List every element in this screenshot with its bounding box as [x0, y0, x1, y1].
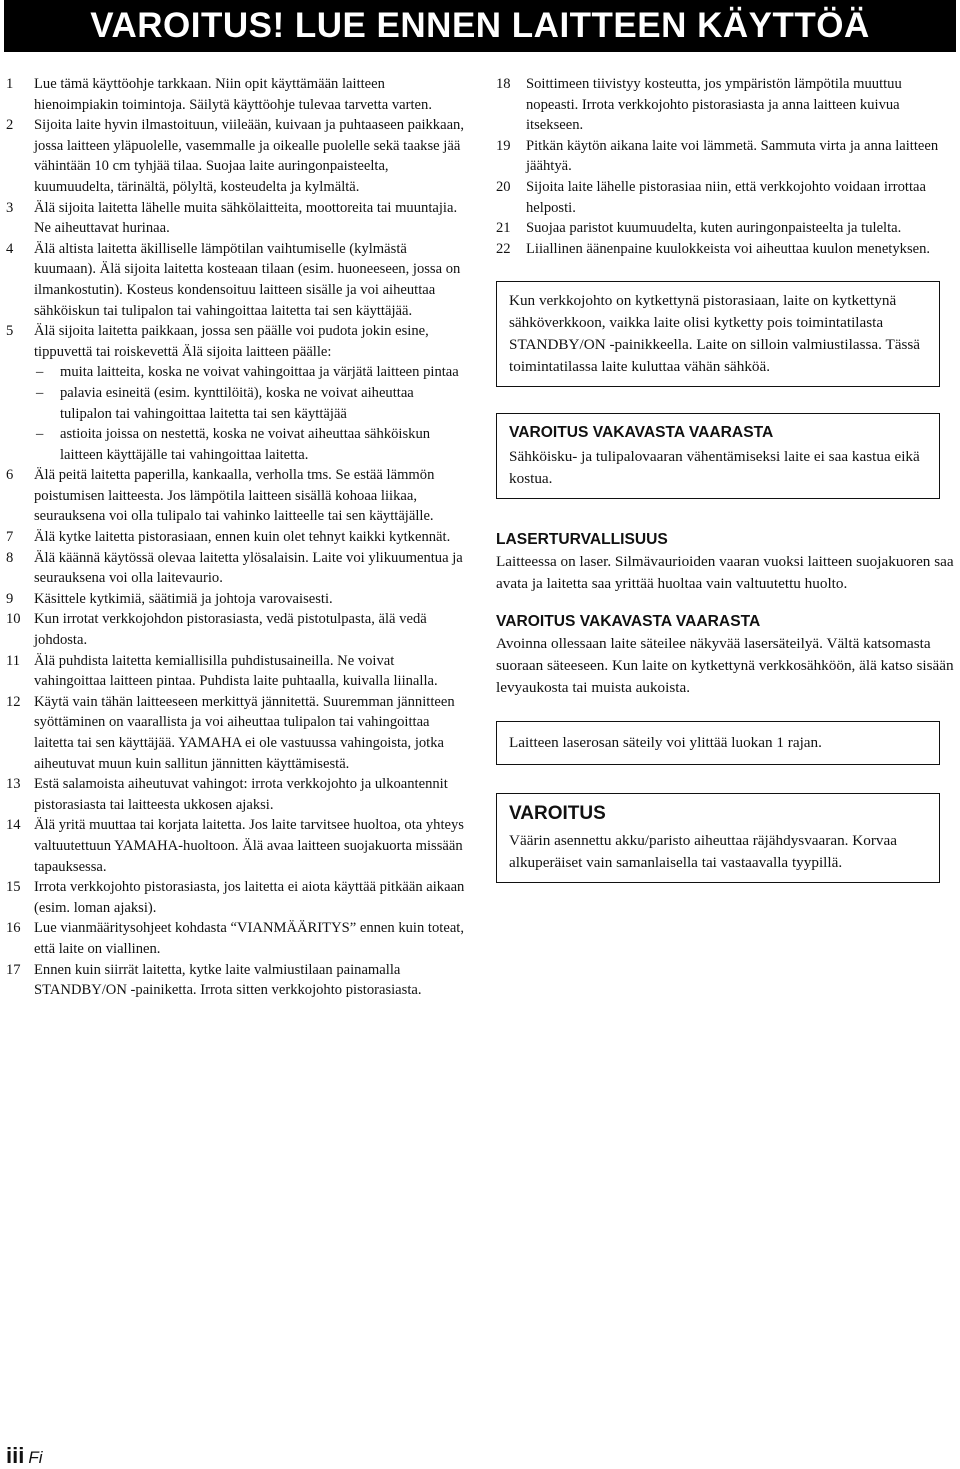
item-text: Sijoita laite hyvin ilmastoituun, viileään, kuivaan ja puhtaaseen paikkaan, jossa laitteen yläpuolelle, vasemmalle ja oikealle puolelle sekä taakse jää vähintään 10 cm tyhjää tilaa. Suojaa laite auringonpaisteelta, kuumuudelta, tärinältä, pölyltä, kosteudelta ja kylmältä. [34, 117, 464, 195]
list-item [6, 74, 466, 115]
list-item [6, 960, 466, 1001]
item-text: Älä puhdista laitetta kemiallisilla puhdistusaineilla. Ne voivat vahingoittaa laitteen pintaa. Puhdista laite puhtaalla, kuivalla liinalla. [34, 652, 438, 690]
item-number: 9 [6, 590, 14, 607]
page-number: iii [6, 1443, 25, 1468]
item-text: Pitkän käytön aikana laite voi lämmetä. Sammuta virta ja anna laitteen jäähtyä. [526, 137, 939, 175]
list-item [496, 239, 956, 260]
list-item [6, 918, 466, 959]
item-text: Älä yritä muuttaa tai korjata laitetta. Jos laite tarvitsee huoltoa, ota yhteys valtuutettuun YAMAHA-huoltoon. Älä avaa laitteen suojakuorta missään tapauksessa. [34, 817, 464, 875]
item-number: 22 [496, 240, 511, 257]
item-number: 20 [496, 178, 511, 195]
item-number: 17 [6, 961, 21, 978]
item-number: 12 [6, 693, 21, 710]
sub-item-text: palavia esineitä (esim. kynttilöitä), koska ne voivat aiheuttaa tulipalon tai vahingoittaa laitetta tai sen käyttäjää [60, 384, 414, 422]
item-text: Käytä vain tähän laitteeseen merkittyä jännitettä. Suuremman jännitteen syöttäminen on vaarallista ja voi aiheuttaa tulipalon tai vahingoittaa laitetta tai sen käyttäjää. YAMAHA ei ole vastuussa vahingoista, jotka aiheutuvat muun kuin sallitun jännitten käyttämisestä. [34, 693, 455, 772]
list-item [496, 218, 956, 239]
danger-box-title: VAROITUS VAKAVASTA VAARASTA [509, 424, 774, 442]
list-item [6, 321, 466, 362]
list-item [6, 651, 466, 692]
list-item [496, 74, 956, 136]
item-text: Älä käännä käytössä olevaa laitetta ylösalaisin. Laite voi ylikuumentua ja seurauksena voi olla laitevaurio. [34, 549, 463, 587]
item-text: Liiallinen äänenpaine kuulokkeista voi aiheuttaa kuulon menetyksen. [526, 240, 931, 257]
list-item [6, 815, 466, 877]
danger-box-text: Sähköisku- ja tulipalovaaran vähentämiseksi laite ei saa kastua eikä kostua. [509, 448, 920, 488]
item-number: 14 [6, 817, 21, 834]
left-column [6, 74, 466, 1001]
list-item [6, 548, 466, 589]
laser-class-box [496, 721, 940, 765]
items-1-5 [6, 74, 466, 362]
list-item [6, 527, 466, 548]
item-text: Kun irrotat verkkojohdon pistorasiasta, vedä pistotulpasta, älä vedä johdosta. [34, 611, 427, 649]
page-title-banner [4, 0, 956, 52]
page-title: VAROITUS! LUE ENNEN LAITTEEN KÄYTTÖÄ [90, 6, 870, 45]
laser-danger-text: Avoinna ollessaan laite säteilee näkyvää lasersäteilyä. Vältä katsomasta suoraan säteeseen. Kun laite on kytkettynä verkkosähköön, älä katso sisään levyaukosta tai muista aukoista. [496, 635, 954, 697]
laser-safety-section [496, 529, 956, 595]
dash-bullet: – [36, 426, 44, 443]
sub-item-text: astioita joissa on nestettä, koska ne voivat aiheuttaa sähköiskun laitteen käyttäjälle tai vahingoittaa laitetta. [60, 426, 431, 463]
item-text: Älä altista laitetta äkilliselle lämpötilan vaihtumiselle (kylmästä kuumaan). Älä sijoita laitetta kosteaan tilaan (esim. huoneeseen, jossa on ilmankostutin). Kosteus kondensoituu laitteen sisälle ja voi aiheuttaa sähköiskun tai tulipalon tai vahingoittaa laitetta tai sen käyttäjää. [34, 240, 461, 319]
item-number: 4 [6, 240, 14, 257]
page-footer [6, 1443, 43, 1469]
item-text: Ennen kuin siirrät laitetta, kytke laite valmiustilaan painamalla STANDBY/ON -painiketta. Irrota sitten verkkojohto pistorasiasta. [34, 961, 422, 999]
list-item [6, 239, 466, 321]
items-6-17 [6, 465, 466, 1000]
list-item [6, 877, 466, 918]
item-number: 16 [6, 920, 21, 937]
laser-danger-title: VAROITUS VAKAVASTA VAARASTA [496, 613, 761, 631]
item-number: 15 [6, 879, 21, 896]
list-item [496, 177, 956, 218]
item-text: Älä peitä laitetta paperilla, kankaalla, verholla tms. Se estää lämmön poistumisen laitteesta. Jos lämpötila laitteen sisällä kohoaa liikaa, seurauksena voi olla tulipalo tai vahinko laitteelle tai sen käyttäjälle. [34, 467, 435, 525]
sub-item-text: muita laitteita, koska ne voivat vahingoittaa ja värjätä laitteen pintaa [60, 364, 459, 381]
item-5-sublist [6, 362, 466, 465]
item-number: 13 [6, 776, 21, 793]
item-text: Lue vianmääritysohjeet kohdasta “VIANMÄÄRITYS” ennen kuin toteat, että laite on viallinen. [34, 920, 464, 957]
item-text: Älä sijoita laitetta lähelle muita sähkölaitteita, moottoreita tai muuntajia. Ne aiheuttavat hurinaa. [34, 199, 458, 237]
right-column [496, 74, 956, 883]
battery-warning-text: Väärin asennettu akku/paristo aiheuttaa räjähdysvaaran. Korvaa alkuperäiset vain samanlaisella tai vastaavalla tyypillä. [509, 832, 897, 872]
item-text: Lue tämä käyttöohje tarkkaan. Niin opit käyttämään laitteen hienoimpiakin toimintoja. Säilytä käyttöohje tulevaa tarvetta varten. [34, 76, 432, 113]
list-item [6, 198, 466, 239]
language-code: Fi [28, 1448, 43, 1467]
sub-list-item [6, 383, 466, 424]
list-item [6, 465, 466, 527]
item-number: 19 [496, 137, 511, 154]
item-text: Älä kytke laitetta pistorasiaan, ennen kuin olet tehnyt kaikki kytkennät. [34, 529, 451, 546]
list-item [6, 774, 466, 815]
item-text: Käsittele kytkimiä, säätimiä ja johtoja varovaisesti. [34, 590, 333, 607]
item-text: Soittimeen tiivistyy kosteutta, jos ympäristön lämpötila muuttuu nopeasti. Irrota verkkojohto pistorasiasta ja anna laitteen kuivua itsekseen. [526, 76, 902, 134]
item-number: 18 [496, 76, 511, 92]
item-number: 21 [496, 220, 511, 237]
battery-warning-box [496, 793, 940, 883]
item-text: Suojaa paristot kuumuudelta, kuten auringonpaisteelta ja tulelta. [526, 220, 902, 237]
laser-safety-text: Laitteessa on laser. Silmävaurioiden vaaran vuoksi laitteen suojakuoren saa avata ja laitetta saa yrittää huoltaa vain valtuutettu huolto. [496, 553, 954, 593]
item-number: 5 [6, 323, 14, 340]
item-number: 11 [6, 652, 21, 669]
item-number: 8 [6, 549, 14, 566]
item-number: 2 [6, 117, 14, 134]
laser-safety-title: LASERTURVALLISUUS [496, 531, 668, 549]
sub-list-item [6, 362, 466, 383]
item-text: Irrota verkkojohto pistorasiasta, jos laitetta ei aiota käyttää pitkään aikaan (esim. loman ajaksi). [34, 879, 465, 916]
sub-list-item [6, 424, 466, 465]
battery-warning-title: VAROITUS [509, 803, 606, 825]
laser-danger-section [496, 611, 956, 699]
item-number: 10 [6, 611, 21, 628]
standby-notice-text: Kun verkkojohto on kytkettynä pistorasiaan, laite on kytkettynä sähköverkkoon, vaikka laite olisi kytketty pois toimintatilasta STANDBY/ON -painikkeella. Laite on silloin valmiustilassa. Tässä toimintatilassa laite kuluttaa vähän sähköä. [509, 292, 921, 376]
item-number: 7 [6, 529, 14, 546]
item-text: Estä salamoista aiheutuvat vahingot: irrota verkkojohto ja ulkoantennit pistorasiasta tai laitteesta ukkosen ajaksi. [34, 776, 448, 813]
dash-bullet: – [36, 364, 44, 381]
items-18-22 [496, 74, 956, 259]
list-item [6, 115, 466, 197]
standby-notice-box [496, 281, 940, 387]
list-item [6, 692, 466, 774]
item-number: 6 [6, 467, 14, 484]
danger-box [496, 413, 940, 499]
list-item [6, 589, 466, 610]
item-number: 3 [6, 199, 14, 216]
item-text: Älä sijoita laitetta paikkaan, jossa sen päälle voi pudota jokin esine, tippuvettä tai roiskevettä Älä sijoita laitteen päälle: [34, 323, 429, 360]
list-item [6, 609, 466, 650]
list-item [496, 136, 956, 177]
item-text: Sijoita laite lähelle pistorasiaa niin, että verkkojohto voidaan irrottaa helposti. [526, 178, 926, 216]
laser-class-text: Laitteen laserosan säteily voi ylittää luokan 1 rajan. [509, 734, 822, 752]
dash-bullet: – [36, 384, 44, 401]
item-number: 1 [6, 76, 14, 92]
